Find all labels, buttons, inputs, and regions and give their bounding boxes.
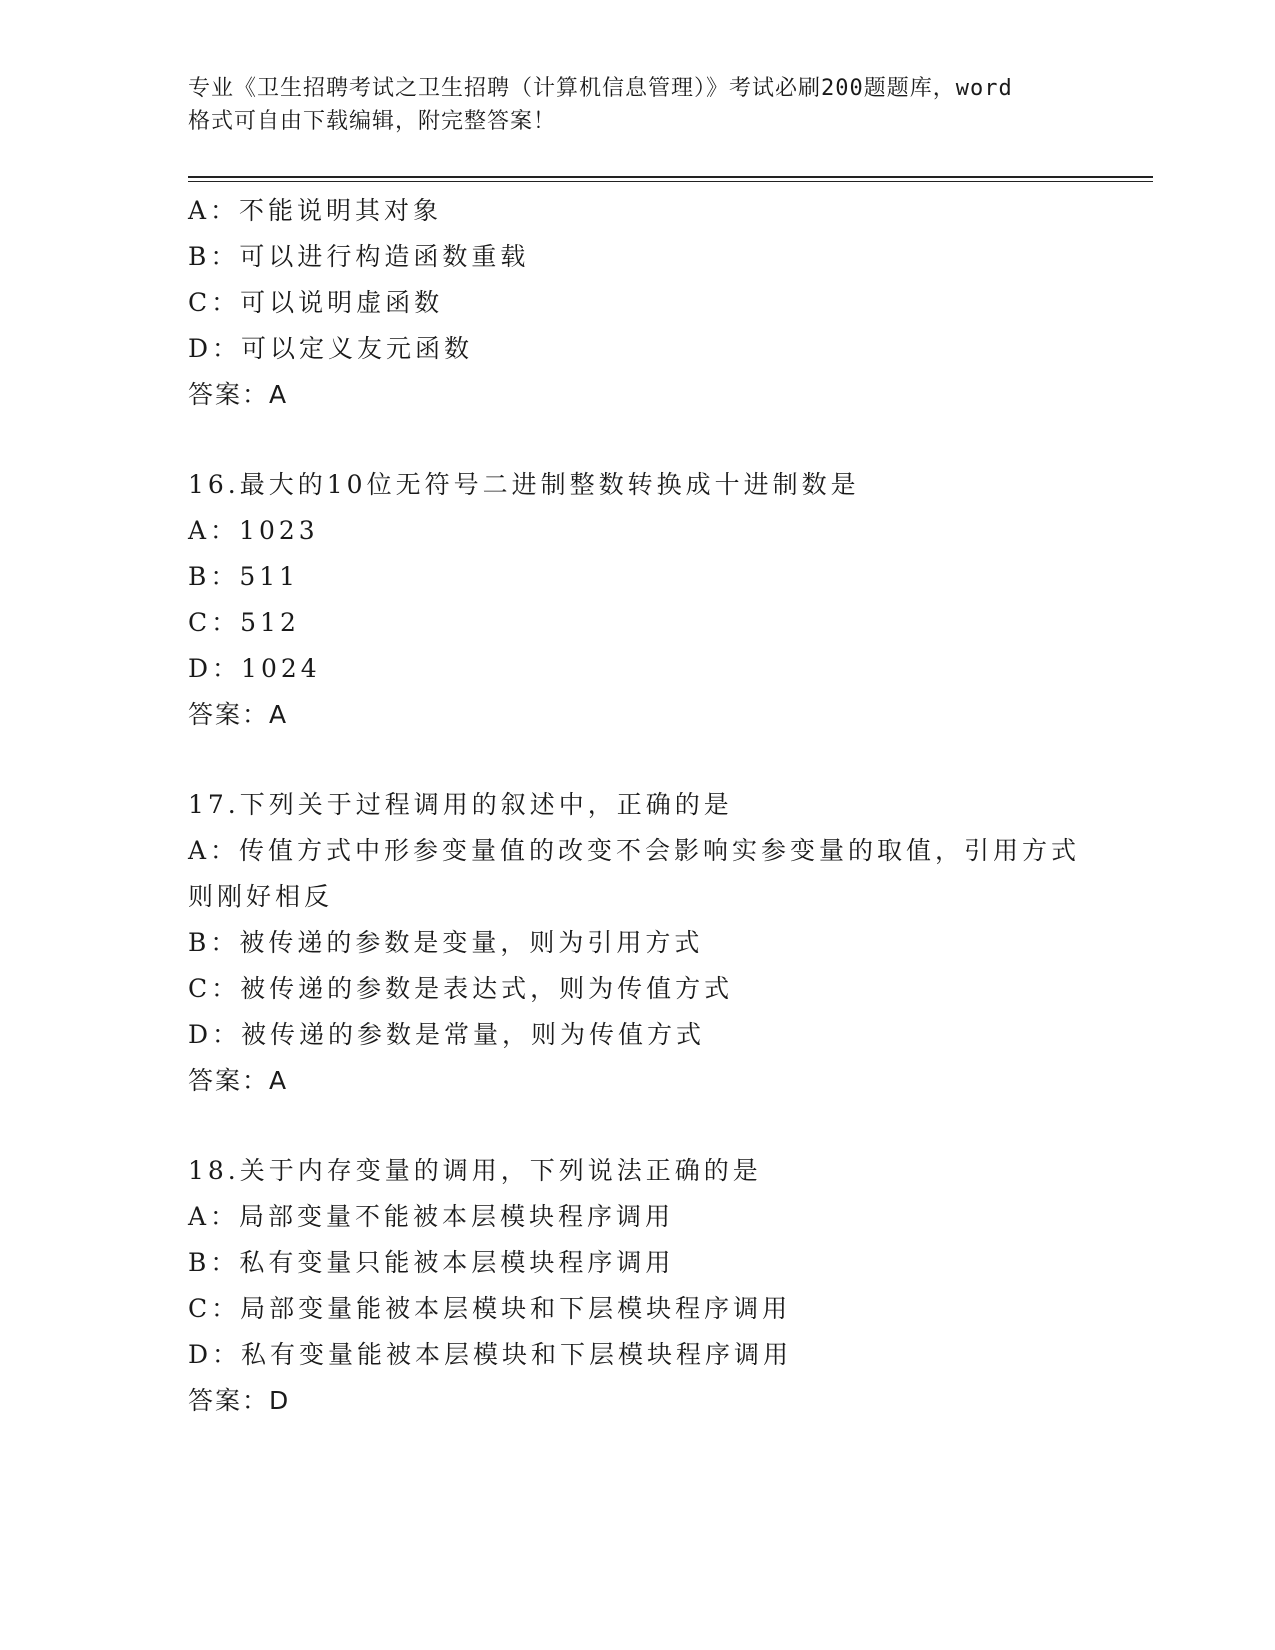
option-d: D：可以定义友元函数 <box>188 334 474 363</box>
option-b: B：511 <box>188 562 300 591</box>
header-line-2: 格式可自由下载编辑，附完整答案！ <box>188 109 557 134</box>
option-a: A：不能说明其对象 <box>188 196 443 225</box>
question-text: 16.最大的10位无符号二进制整数转换成十进制数是 <box>188 470 860 499</box>
option-b: B：可以进行构造函数重载 <box>188 242 530 271</box>
option-c: C：被传递的参数是表达式，则为传值方式 <box>188 974 734 1003</box>
option-b: B：私有变量只能被本层模块程序调用 <box>188 1248 675 1277</box>
question-text: 18.关于内存变量的调用，下列说法正确的是 <box>188 1156 762 1185</box>
option-a: A：传值方式中形参变量值的改变不会影响实参变量的取值，引用方式则刚好相反 <box>188 836 1081 911</box>
option-b: B：被传递的参数是变量，则为引用方式 <box>188 928 704 957</box>
answer: 答案：D <box>188 1386 291 1415</box>
answer: 答案：A <box>188 1066 289 1095</box>
option-c: C：512 <box>188 608 300 637</box>
question-text: 17.下列关于过程调用的叙述中，正确的是 <box>188 790 733 819</box>
header-line-1: 专业《卫生招聘考试之卫生招聘（计算机信息管理）》考试必刷200题题库，word <box>188 76 1013 101</box>
answer: 答案：A <box>188 700 289 729</box>
question-list <box>188 188 1088 1424</box>
option-d: D：私有变量能被本层模块和下层模块程序调用 <box>188 1340 793 1369</box>
document-header <box>188 72 1088 138</box>
question-16 <box>188 462 1088 738</box>
header-divider <box>188 176 1153 182</box>
question-18 <box>188 1148 1088 1424</box>
answer: 答案：A <box>188 380 289 409</box>
question-15-tail <box>188 188 1088 418</box>
option-a: A：1023 <box>188 516 319 545</box>
question-17 <box>188 782 1088 1104</box>
option-c: C：局部变量能被本层模块和下层模块程序调用 <box>188 1294 792 1323</box>
option-d: D：1024 <box>188 654 321 683</box>
option-d: D：被传递的参数是常量，则为传值方式 <box>188 1020 706 1049</box>
option-a: A：局部变量不能被本层模块程序调用 <box>188 1202 675 1231</box>
option-c: C：可以说明虚函数 <box>188 288 444 317</box>
